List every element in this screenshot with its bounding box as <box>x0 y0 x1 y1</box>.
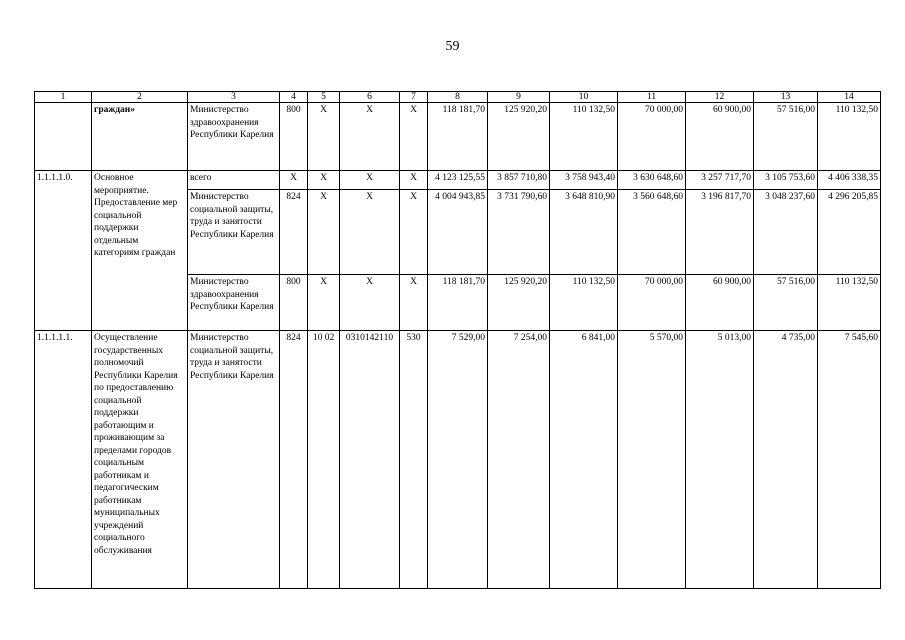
cell-value: X <box>366 173 373 183</box>
cell-value: 3 630 648,60 <box>633 173 683 183</box>
value-stack <box>280 171 308 331</box>
value-stack <box>428 171 488 331</box>
cell-value: X <box>340 103 400 171</box>
budget-table <box>34 91 881 589</box>
cell-value: 3 257 717,70 <box>701 173 751 183</box>
value-stack <box>488 171 550 331</box>
cell-value: 5 013,00 <box>686 331 754 589</box>
cell-value: 57 516,00 <box>754 274 817 330</box>
cell-value: 0310142110 <box>340 331 400 589</box>
cell-value: 3 857 710,80 <box>497 173 547 183</box>
cell-value: X <box>320 173 327 183</box>
cell-value: 118 181,70 <box>428 274 487 330</box>
value-stack <box>686 171 754 331</box>
page-number: 59 <box>445 39 460 54</box>
cell-value: X <box>410 173 417 183</box>
cell-value: X <box>308 274 339 330</box>
cell-value: 7 545,60 <box>818 331 881 589</box>
cell-value: 800 <box>280 274 307 330</box>
value-stack <box>308 171 340 331</box>
cell-value: 4 004 943,85 <box>428 189 487 274</box>
column-number: 13 <box>754 92 818 103</box>
cell-value: X <box>340 189 399 274</box>
cell-value: X <box>308 103 340 171</box>
value-stack <box>754 171 818 331</box>
row-name: Основное мероприятие. Предоставление мер социальной поддержки отдельным категориям граждан <box>92 171 188 331</box>
cell-value: X <box>290 173 297 183</box>
cell-value: 3 105 753,60 <box>765 173 815 183</box>
cell-value: 125 920,20 <box>488 274 549 330</box>
value-stack <box>618 171 686 331</box>
table-row <box>35 331 881 589</box>
table-row <box>35 171 881 331</box>
table-row <box>35 103 881 171</box>
column-number: 6 <box>340 92 400 103</box>
cell-value: 824 <box>280 189 307 274</box>
value-stack <box>550 171 618 331</box>
value-stack <box>400 171 428 331</box>
row-executor: Министерство здравоохранения Республики Карелия <box>188 103 280 171</box>
column-number: 10 <box>550 92 618 103</box>
cell-value: X <box>400 189 427 274</box>
row-name: Осуществление государственных полномочий Республики Карелия по предоставлению социальной поддержки работающим и проживающим за пределами городов социальным работникам и педагогическим работникам муниципальных учреждений социального обслуживания <box>92 331 188 589</box>
column-number: 11 <box>618 92 686 103</box>
cell-value: 4 123 125,55 <box>435 173 485 183</box>
cell-value: 3 560 648,60 <box>618 189 685 274</box>
column-number: 8 <box>428 92 488 103</box>
cell-value: 4 406 338,35 <box>828 173 878 183</box>
column-number: 4 <box>280 92 308 103</box>
cell-value: 70 000,00 <box>618 274 685 330</box>
cell-value: 6 841,00 <box>550 331 618 589</box>
cell-value: 3 758 943,40 <box>565 173 615 183</box>
row-name: граждан» <box>92 103 188 171</box>
column-number: 3 <box>188 92 280 103</box>
cell-value: 3 648 810,90 <box>550 189 617 274</box>
row-executor: Министерство социальной защиты, труда и занятости Республики Карелия <box>188 331 280 589</box>
cell-value: 118 181,70 <box>428 103 488 171</box>
cell-value: 4 735,00 <box>754 331 818 589</box>
row-executor: Министерство социальной защиты, труда и занятости Республики Карелия <box>188 189 279 274</box>
cell-value: 60 900,00 <box>686 103 754 171</box>
cell-value: 10 02 <box>308 331 340 589</box>
column-number: 14 <box>818 92 881 103</box>
cell-value: 70 000,00 <box>618 103 686 171</box>
row-code <box>35 103 92 171</box>
row-executor: Министерство здравоохранения Республики Карелия <box>188 274 279 330</box>
column-number: 2 <box>92 92 188 103</box>
cell-value: 3 048 237,60 <box>754 189 817 274</box>
column-number: 5 <box>308 92 340 103</box>
column-number: 9 <box>488 92 550 103</box>
column-number: 7 <box>400 92 428 103</box>
cell-value: 800 <box>280 103 308 171</box>
cell-value: 530 <box>400 331 428 589</box>
column-number: 1 <box>35 92 92 103</box>
cell-value: 110 132,50 <box>818 103 881 171</box>
row-code: 1.1.1.1.1. <box>35 331 92 589</box>
column-number-row <box>35 92 881 103</box>
cell-value: X <box>400 103 428 171</box>
cell-value: 57 516,00 <box>754 103 818 171</box>
cell-value: 5 570,00 <box>618 331 686 589</box>
cell-value: 824 <box>280 331 308 589</box>
row-code: 1.1.1.1.0. <box>35 171 92 331</box>
executor-stack <box>188 171 280 331</box>
cell-value: 7 254,00 <box>488 331 550 589</box>
cell-value: X <box>308 189 339 274</box>
cell-value: X <box>340 274 399 330</box>
cell-value: 3 196 817,70 <box>686 189 753 274</box>
cell-value: 3 731 790,60 <box>488 189 549 274</box>
cell-value: 7 529,00 <box>428 331 488 589</box>
column-number: 12 <box>686 92 754 103</box>
value-stack <box>818 171 881 331</box>
cell-value: 4 296 205,85 <box>818 189 880 274</box>
value-stack <box>340 171 400 331</box>
cell-value: 60 900,00 <box>686 274 753 330</box>
cell-value: 125 920,20 <box>488 103 550 171</box>
cell-value: 110 132,50 <box>818 274 880 330</box>
cell-value: 110 132,50 <box>550 274 617 330</box>
cell-value: 110 132,50 <box>550 103 618 171</box>
cell-value: X <box>400 274 427 330</box>
row-executor: всего <box>190 173 212 183</box>
